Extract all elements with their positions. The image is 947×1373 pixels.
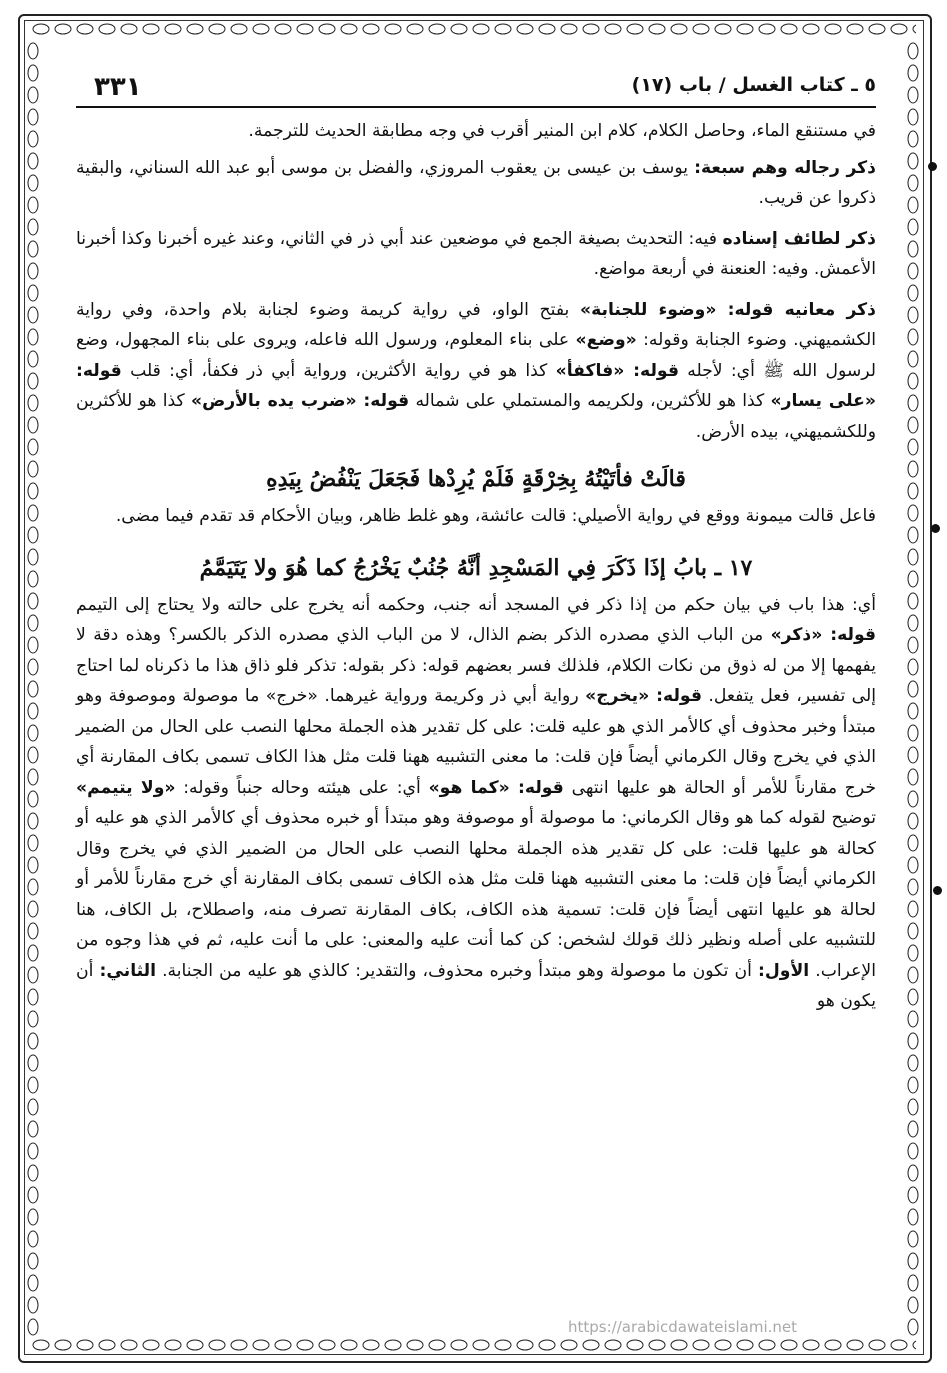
ornament-mark — [908, 1121, 918, 1137]
ornament-mark — [28, 1209, 38, 1225]
ornament-mark — [517, 1340, 533, 1350]
ornament-mark — [28, 1121, 38, 1137]
ornament-mark — [561, 1340, 577, 1350]
ornament-mark — [28, 1319, 38, 1335]
ornament-mark — [451, 24, 467, 34]
ornament-mark — [908, 241, 918, 257]
ornament-mark — [495, 1340, 511, 1350]
ornament-mark — [693, 24, 709, 34]
ornament-mark — [28, 175, 38, 191]
ornament-mark — [671, 24, 687, 34]
ornament-mark — [908, 901, 918, 917]
ornament-mark — [908, 131, 918, 147]
ornament-mark — [165, 1340, 181, 1350]
ornament-mark — [908, 1231, 918, 1247]
ornament-mark — [908, 1187, 918, 1203]
ornament-mark — [627, 1340, 643, 1350]
ornament-mark — [737, 1340, 753, 1350]
ornament-mark — [253, 24, 269, 34]
ornament-mark — [253, 1340, 269, 1350]
paragraph: فاعل قالت ميمونة ووقع في رواية الأصيلي: قالت عائشة، وهو غلط ظاهر، وبيان الأحكام قد تقدم فيما مضى. — [115, 506, 876, 526]
ornament-mark — [28, 1165, 38, 1181]
ornament-mark — [715, 24, 731, 34]
ornament-mark — [908, 1011, 918, 1027]
ornament-mark — [429, 1340, 445, 1350]
ornament-mark — [891, 1340, 907, 1350]
section-heading: ذكر لطائف إسناده — [722, 228, 877, 249]
ornament-mark — [908, 637, 918, 653]
ornament-mark — [869, 1340, 885, 1350]
ornament-mark — [908, 1165, 918, 1181]
ornament-mark — [908, 967, 918, 983]
ornament-mark — [908, 263, 918, 279]
section-heading: ذكر رجاله وهم سبعة: — [694, 157, 876, 178]
ornament-mark — [28, 395, 38, 411]
ornament-mark — [385, 1340, 401, 1350]
section-heading: ذكر معانيه قوله: «وضوء للجنابة» — [579, 299, 876, 320]
ornament-mark — [803, 24, 819, 34]
ornament-mark — [908, 197, 918, 213]
ornament-mark — [908, 1297, 918, 1313]
ornament-mark — [908, 175, 918, 191]
ornament-mark — [908, 1033, 918, 1049]
ornament-mark — [28, 307, 38, 323]
ornament-mark — [908, 1209, 918, 1225]
ornament-mark — [28, 967, 38, 983]
ornament-mark — [28, 593, 38, 609]
margin-dot — [931, 524, 940, 533]
ornament-mark — [187, 1340, 203, 1350]
ornament-mark — [913, 1340, 916, 1350]
ornament-mark — [429, 24, 445, 34]
ornament-mark — [908, 1275, 918, 1291]
ornament-mark — [908, 747, 918, 763]
ornament-mark — [908, 989, 918, 1005]
ornament-mark — [385, 24, 401, 34]
ornament-mark — [908, 65, 918, 81]
ornament-mark — [908, 439, 918, 455]
ornament-mark — [28, 1253, 38, 1269]
ornament-mark — [363, 24, 379, 34]
ornament-mark — [28, 945, 38, 961]
ornament-mark — [908, 725, 918, 741]
ornament-mark — [583, 24, 599, 34]
ornament-mark — [187, 24, 203, 34]
ornament-mark — [28, 439, 38, 455]
ornament-mark — [28, 857, 38, 873]
hadith-text: قالَتْ فأتَيْتُهُ بِخِرْقَةٍ فَلَمْ يُرِدْها فَجَعَلَ يَنْفُضُ بِيَدِهِ — [266, 466, 686, 492]
ornament-mark — [583, 1340, 599, 1350]
paragraph: ذكر لطائف إسناده فيه: التحديث بصيغة الجمع في موضعين عند أبي ذر في الثاني، وعند غيره أخبرنا وكذا أخبرنا الأعمش. وفيه: العنعنة في أربعة مواضع. — [76, 228, 877, 279]
ornament-mark — [671, 1340, 687, 1350]
ornament-mark — [847, 1340, 863, 1350]
ornament-mark — [693, 1340, 709, 1350]
ornament-mark — [28, 1275, 38, 1291]
ornament-mark — [781, 1340, 797, 1350]
ornament-mark — [28, 1099, 38, 1115]
ornament-mark — [539, 24, 555, 34]
ornament-mark — [908, 769, 918, 785]
ornament-mark — [275, 1340, 291, 1350]
ornament-mark — [473, 1340, 489, 1350]
ornament-mark — [908, 87, 918, 103]
ornament-mark — [908, 835, 918, 851]
margin-dot — [933, 886, 942, 895]
ornament-mark — [539, 1340, 555, 1350]
ornament-mark — [407, 1340, 423, 1350]
ornament-mark — [908, 219, 918, 235]
ornament-mark — [28, 329, 38, 345]
ornament-mark — [28, 659, 38, 675]
ornament-mark — [649, 1340, 665, 1350]
ornament-mark — [77, 24, 93, 34]
ornament-mark — [908, 307, 918, 323]
ornament-mark — [908, 681, 918, 697]
paragraph: ذكر معانيه قوله: «وضوء للجنابة» بفتح الواو، في رواية كريمة وضوء لجنابة بلام واحدة، وفي رواية الكشميهني. وضوء الجنابة وقوله: «وضع» على بناء المعلوم، ورسول الله فاعله، ويروى على بناء المجهول، وضع لرسول الله ﷺ أي: لأجله قوله: «فاكفأ» كذا هو في رواية الأكثرين، ورواية أبي ذر فكفأ، أي: قلب قوله: «على يسار» كذا هو للأكثرين، ولكريمه والمستملي على شماله قوله: «ضرب يده بالأرض» كذا هو للأكثرين وللكشميهني، بيده الأرض. — [76, 299, 877, 442]
ornament-mark — [28, 527, 38, 543]
ornament-mark — [908, 571, 918, 587]
ornament-mark — [908, 1319, 918, 1335]
ornament-mark — [908, 351, 918, 367]
watermark: https://arabicdawateislami.net — [568, 1318, 798, 1336]
ornament-mark — [28, 813, 38, 829]
ornament-mark — [28, 483, 38, 499]
ornament-mark — [33, 1340, 49, 1350]
ornament-mark — [847, 24, 863, 34]
ornament-border-right — [906, 40, 920, 1336]
ornament-mark — [28, 1297, 38, 1313]
ornament-mark — [908, 153, 918, 169]
ornament-mark — [891, 24, 907, 34]
ornament-mark — [407, 24, 423, 34]
ornament-border-bottom — [30, 1338, 916, 1352]
ornament-mark — [908, 109, 918, 125]
ornament-mark — [825, 24, 841, 34]
ornament-mark — [28, 989, 38, 1005]
ornament-mark — [143, 24, 159, 34]
ornament-mark — [33, 24, 49, 34]
paragraph: ذكر رجاله وهم سبعة: يوسف بن عيسى بن يعقوب المروزي، والفضل بن موسى أبو عبد الله السناني، والبقية ذكروا عن قريب. — [76, 157, 876, 208]
ornament-mark — [649, 24, 665, 34]
ornament-mark — [28, 791, 38, 807]
ornament-mark — [275, 24, 291, 34]
margin-dot — [928, 162, 937, 171]
ornament-mark — [55, 24, 71, 34]
ornament-mark — [319, 24, 335, 34]
ornament-mark — [28, 901, 38, 917]
ornament-mark — [605, 1340, 621, 1350]
ornament-mark — [28, 1143, 38, 1159]
ornament-mark — [908, 483, 918, 499]
ornament-mark — [28, 747, 38, 763]
ornament-mark — [231, 1340, 247, 1350]
ornament-mark — [759, 1340, 775, 1350]
ornament-mark — [908, 813, 918, 829]
ornament-mark — [28, 769, 38, 785]
ornament-mark — [908, 285, 918, 301]
ornament-mark — [908, 1077, 918, 1093]
ornament-mark — [908, 945, 918, 961]
ornament-mark — [605, 24, 621, 34]
ornament-mark — [495, 24, 511, 34]
ornament-mark — [561, 24, 577, 34]
paragraph: أي: هذا باب في بيان حكم من إذا ذكر في المسجد أنه جنب، وحكمه أنه يخرج على حالته ولا يحتاج إلى التيمم قوله: «ذكر» من الباب الذي مصدره الذكر بضم الذال، لا من الباب الذي مصدره الذكر بالكسر؟ وهذه دقة لا يفهمها إلا من له ذوق من نكات الكلام، فلذلك فسر بعضهم قوله: ذكر بقوله: تذكر فلو ذاق هذا ما ذكرناه لما احتاج إلى تفسير، فعل يتفعل. قوله: «يخرج» رواية أبي ذر وكريمة ورواية غيرهما. «خرج» ما موصولة وموصوفة وهو مبتدأ وخبر محذوف أي كالأمر الذي هو عليه قلت: على كل تقدير هذه الجملة محلها النصب على الحال من الضمير الذي في يخرج وقال الكرماني أيضاً فإن قلت: ما معنى التشبيه ههنا قلت مثل هذا الكاف تسمى بكاف المقارنة أي خرج مقارناً للأمر أو الحالة هو عليها انتهى قوله: «كما هو» أي: على هيئته وحاله جنباً وقوله: «ولا يتيمم» توضيح لقوله كما هو وقال الكرماني: ما موصولة أو موصوفة وهو مبتدأ أو خبره محذوف أي كالأمر الذي هو عليه أو كحالة هو عليها قلت: على كل تقدير هذه الجملة محلها النصب على الحال من الضمير الذي في يخرج وقال الكرماني أيضاً فإن قلت: ما معنى التشبيه ههنا قلت مثل هذه الكاف تسمى بكاف المقارنة أي خرج مقارناً للأمر أو لحالة هو عليها انتهى أيضاً فإن قلت: تسمية هذه الكاف، بكاف المقارنة تصرف منه، واصطلاح، بل الكاف، هنا للتشبيه على أصله ونظير ذلك قولك لشخص: كن كما أنت عليه والمعنى: على ما أنت عليه، ثم في هذا وجوه من الإعراب. الأول: أن تكون ما موصولة وهو مبتدأ وخبره محذوف، والتقدير: كالذي هو عليه من الجنابة. الثاني: أن يكون هو — [76, 594, 877, 1011]
ornament-mark — [28, 351, 38, 367]
ornament-mark — [28, 1011, 38, 1027]
ornament-mark — [803, 1340, 819, 1350]
ornament-mark — [908, 857, 918, 873]
page-body — [76, 116, 876, 1326]
chapter-title: ٥ ـ كتاب الغسل / باب (١٧) — [631, 74, 876, 96]
ornament-mark — [341, 24, 357, 34]
ornament-mark — [908, 791, 918, 807]
ornament-mark — [451, 1340, 467, 1350]
ornament-mark — [737, 24, 753, 34]
ornament-mark — [28, 1033, 38, 1049]
ornament-mark — [28, 615, 38, 631]
ornament-mark — [28, 373, 38, 389]
ornament-mark — [908, 549, 918, 565]
ornament-mark — [28, 879, 38, 895]
ornament-mark — [209, 1340, 225, 1350]
ornament-mark — [341, 1340, 357, 1350]
ornament-mark — [28, 703, 38, 719]
ornament-mark — [28, 285, 38, 301]
ornament-mark — [28, 571, 38, 587]
ornament-mark — [908, 879, 918, 895]
ornament-mark — [363, 1340, 379, 1350]
ornament-mark — [908, 527, 918, 543]
ornament-mark — [825, 1340, 841, 1350]
ornament-mark — [908, 1253, 918, 1269]
ornament-mark — [77, 1340, 93, 1350]
ornament-mark — [28, 153, 38, 169]
ornament-mark — [28, 549, 38, 565]
ornament-mark — [165, 24, 181, 34]
ornament-mark — [297, 24, 313, 34]
ornament-mark — [319, 1340, 335, 1350]
ornament-mark — [28, 681, 38, 697]
ornament-mark — [28, 461, 38, 477]
ornament-mark — [28, 1077, 38, 1093]
ornament-mark — [517, 24, 533, 34]
ornament-mark — [28, 87, 38, 103]
ornament-mark — [869, 24, 885, 34]
ornament-mark — [99, 24, 115, 34]
chapter-heading: ١٧ ـ بابُ إذَا ذَكَرَ فِي المَسْجِدِ أنَّهُ جُنُبٌ يَخْرُجُ كما هُوَ ولا يَتَيَمَّمُ — [199, 554, 753, 581]
ornament-mark — [473, 24, 489, 34]
ornament-mark — [99, 1340, 115, 1350]
ornament-mark — [121, 24, 137, 34]
ornament-mark — [908, 923, 918, 939]
ornament-mark — [28, 1187, 38, 1203]
ornament-mark — [908, 43, 918, 59]
ornament-mark — [908, 461, 918, 477]
paragraph: في مستنقع الماء، وحاصل الكلام، كلام ابن المنير أقرب في وجه مطابقة الحديث للترجمة. — [248, 121, 876, 141]
ornament-mark — [28, 197, 38, 213]
ornament-mark — [908, 395, 918, 411]
ornament-mark — [715, 1340, 731, 1350]
ornament-mark — [28, 725, 38, 741]
ornament-mark — [908, 1143, 918, 1159]
ornament-mark — [908, 703, 918, 719]
ornament-mark — [908, 329, 918, 345]
ornament-mark — [231, 24, 247, 34]
ornament-mark — [28, 1055, 38, 1071]
ornament-mark — [28, 65, 38, 81]
ornament-mark — [28, 1231, 38, 1247]
ornament-mark — [28, 131, 38, 147]
ornament-border-top — [30, 22, 916, 36]
ornament-mark — [781, 24, 797, 34]
ornament-mark — [28, 505, 38, 521]
ornament-mark — [209, 24, 225, 34]
ornament-mark — [28, 417, 38, 433]
page-header — [76, 66, 876, 108]
ornament-mark — [297, 1340, 313, 1350]
ornament-mark — [908, 615, 918, 631]
page-number: ٣٣١ — [94, 72, 142, 102]
ornament-mark — [913, 24, 916, 34]
ornament-mark — [627, 24, 643, 34]
ornament-border-left — [26, 40, 40, 1336]
ornament-mark — [908, 659, 918, 675]
ornament-mark — [28, 923, 38, 939]
ornament-mark — [55, 1340, 71, 1350]
ornament-mark — [908, 417, 918, 433]
ornament-mark — [28, 835, 38, 851]
ornament-mark — [28, 219, 38, 235]
ornament-mark — [28, 637, 38, 653]
ornament-mark — [143, 1340, 159, 1350]
ornament-mark — [908, 1055, 918, 1071]
ornament-mark — [908, 1099, 918, 1115]
ornament-mark — [28, 263, 38, 279]
ornament-mark — [908, 505, 918, 521]
ornament-mark — [908, 593, 918, 609]
ornament-mark — [908, 373, 918, 389]
ornament-mark — [28, 109, 38, 125]
ornament-mark — [28, 241, 38, 257]
ornament-mark — [759, 24, 775, 34]
ornament-mark — [121, 1340, 137, 1350]
ornament-mark — [28, 43, 38, 59]
